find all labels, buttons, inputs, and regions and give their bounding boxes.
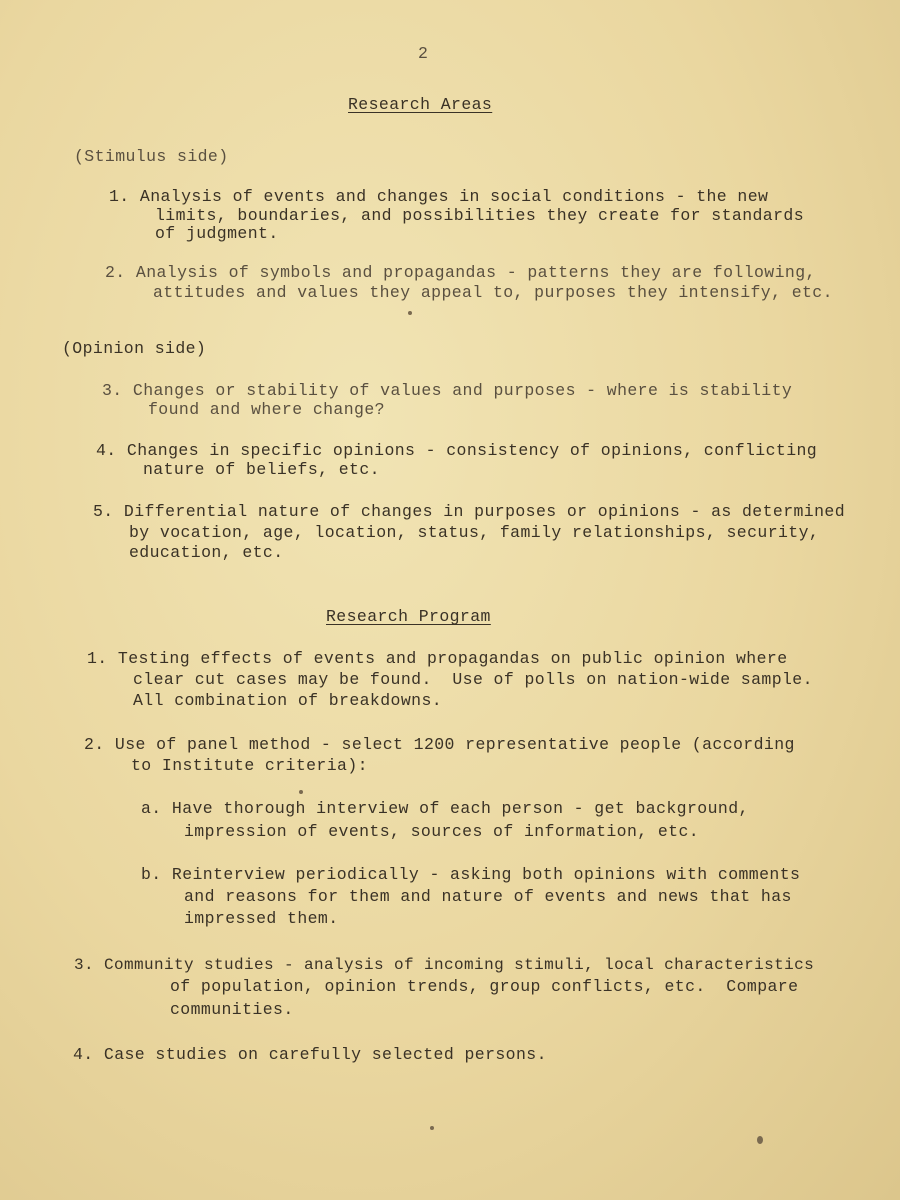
program-item-2-line-1: 2. Use of panel method - select 1200 representative people (according [84, 735, 795, 754]
program-subitem-a-line-2: impression of events, sources of information, etc. [184, 822, 700, 841]
program-item-3-line-1: 3. Community studies - analysis of incoming stimuli, local characteristics [74, 956, 815, 974]
stimulus-item-2-line-1: 2. Analysis of symbols and propagandas - patterns they are following, [105, 263, 816, 282]
program-item-3-line-2: of population, opinion trends, group conflicts, etc. Compare [170, 977, 799, 996]
opinion-item-5-line-3: education, etc. [129, 543, 284, 562]
section-heading-research-areas: Research Areas [348, 95, 493, 114]
program-item-1-line-3: All combination of breakdowns. [133, 691, 443, 710]
opinion-side-label: (Opinion side) [62, 339, 207, 358]
program-item-2-line-2: to Institute criteria): [131, 756, 368, 775]
paper-speck [757, 1136, 763, 1144]
paper-speck [299, 790, 303, 794]
opinion-item-3-line-2: found and where change? [148, 400, 385, 419]
stimulus-item-2-line-2: attitudes and values they appeal to, purposes they intensify, etc. [153, 283, 833, 302]
program-subitem-b-line-1: b. Reinterview periodically - asking both opinions with comments [141, 865, 801, 884]
opinion-item-4-line-2: nature of beliefs, etc. [143, 460, 380, 479]
paper-speck [430, 1126, 434, 1130]
stimulus-item-1-line-2: limits, boundaries, and possibilities they create for standards [155, 206, 805, 225]
opinion-item-5-line-1: 5. Differential nature of changes in purposes or opinions - as determined [93, 502, 846, 521]
program-subitem-b-line-3: impressed them. [184, 909, 339, 928]
program-subitem-b-line-2: and reasons for them and nature of events and news that has [184, 887, 792, 906]
stimulus-side-label: (Stimulus side) [74, 147, 229, 166]
program-item-3-line-3: communities. [170, 1000, 294, 1019]
opinion-item-4-line-1: 4. Changes in specific opinions - consistency of opinions, conflicting [96, 441, 818, 460]
program-item-4-line-1: 4. Case studies on carefully selected persons. [73, 1045, 547, 1064]
opinion-item-3-line-1: 3. Changes or stability of values and purposes - where is stability [102, 381, 793, 400]
program-subitem-a-line-1: a. Have thorough interview of each person - get background, [141, 799, 749, 818]
page-number: 2 [418, 44, 429, 63]
program-item-1-line-2: clear cut cases may be found. Use of polls on nation-wide sample. [133, 670, 813, 689]
program-item-1-line-1: 1. Testing effects of events and propagandas on public opinion where [87, 649, 788, 668]
section-heading-research-program: Research Program [326, 607, 491, 626]
paper-speck [408, 311, 412, 315]
stimulus-item-1-line-1: 1. Analysis of events and changes in social conditions - the new [109, 187, 769, 206]
opinion-item-5-line-2: by vocation, age, location, status, family relationships, security, [129, 523, 820, 542]
stimulus-item-1-line-3: of judgment. [155, 224, 279, 243]
